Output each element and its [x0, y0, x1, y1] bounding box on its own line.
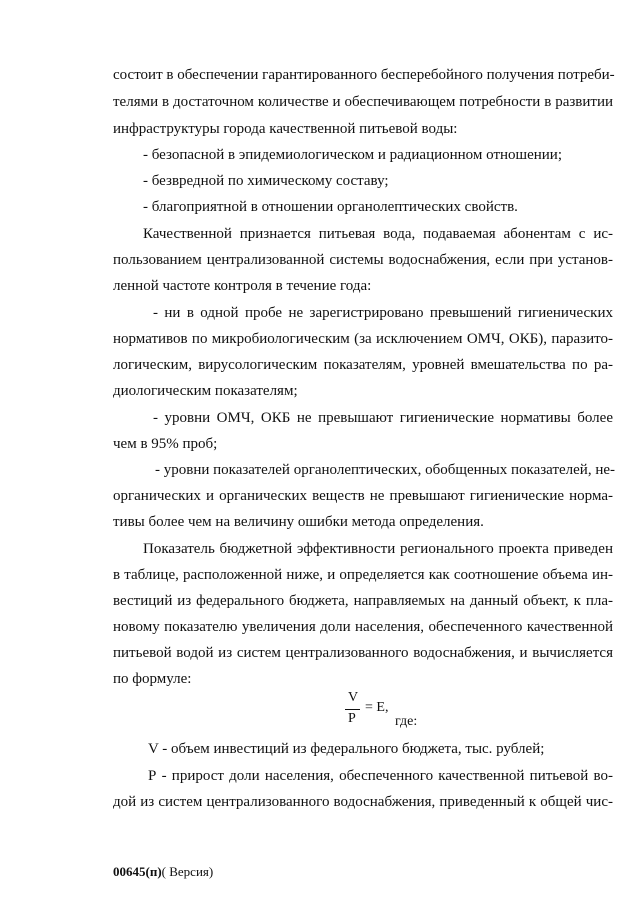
formula-denominator: P — [348, 711, 356, 726]
text-line: тивы более чем на величину ошибки метода определения. — [113, 514, 484, 530]
text-line: питьевой водой из систем централизованного водоснабжения, и вычисляется — [113, 645, 613, 661]
text-line: нормативов по микробиологическим (за исключением ОМЧ, ОКБ), паразито- — [113, 331, 613, 347]
document-version: ( Версия) — [161, 864, 214, 879]
text-line: дой из систем централизованного водоснабжения, приведенный к общей чис- — [113, 794, 613, 810]
text-line: пользованием централизованной системы водоснабжения, если при установ- — [113, 252, 613, 268]
list-item: - уровни показателей органолептических, обобщенных показателей, не- — [155, 462, 616, 478]
definition-line: Р - прирост доли населения, обеспеченного качественной питьевой во- — [148, 768, 613, 784]
list-item: - ни в одной пробе не зарегистрировано превышений гигиенических — [153, 305, 613, 321]
list-item: - уровни ОМЧ, ОКБ не превышают гигиенические нормативы более — [153, 410, 613, 426]
text-line: по формуле: — [113, 671, 192, 687]
text-line: Качественной признается питьевая вода, подаваемая абонентам с ис- — [143, 226, 613, 242]
formula-rhs: = E, — [365, 700, 389, 715]
text-line: новому показателю увеличения доли населения, обеспеченного качественной — [113, 619, 613, 635]
text-line: диологическим показателям; — [113, 383, 298, 399]
definition-line: V - объем инвестиций из федерального бюджета, тыс. рублей; — [148, 741, 545, 757]
text-line: телями в достаточном количестве и обеспечивающем потребности в развитии — [113, 94, 613, 110]
text-line: вестиций из федерального бюджета, направляемых на данный объект, к пла- — [113, 593, 613, 609]
text-line: органических и органических веществ не превышают гигиенические норма- — [113, 488, 613, 504]
list-item: - безопасной в эпидемиологическом и радиационном отношении; — [143, 147, 562, 163]
text-line: инфраструктуры города качественной питьевой воды: — [113, 121, 458, 137]
text-line: Показатель бюджетной эффективности регионального проекта приведен — [143, 541, 613, 557]
text-line: чем в 95% проб; — [113, 436, 218, 452]
text-line: ленной частоте контроля в течение года: — [113, 278, 372, 294]
text-line: состоит в обеспечении гарантированного бесперебойного получения потреби- — [113, 67, 615, 83]
list-item: - благоприятной в отношении органолептических свойств. — [143, 199, 518, 215]
list-item: - безвредной по химическому составу; — [143, 173, 389, 189]
document-code: 00645(п) — [113, 864, 162, 879]
text-line: в таблице, расположенной ниже, и определяется как соотношение объема ин- — [113, 567, 613, 583]
text-line: логическим, вирусологическим показателям, уровней вмешательства по ра- — [113, 357, 613, 373]
formula-numerator: V — [348, 690, 359, 705]
formula-where: где: — [395, 714, 418, 729]
document-footer — [113, 864, 213, 880]
fraction-bar — [345, 709, 360, 710]
